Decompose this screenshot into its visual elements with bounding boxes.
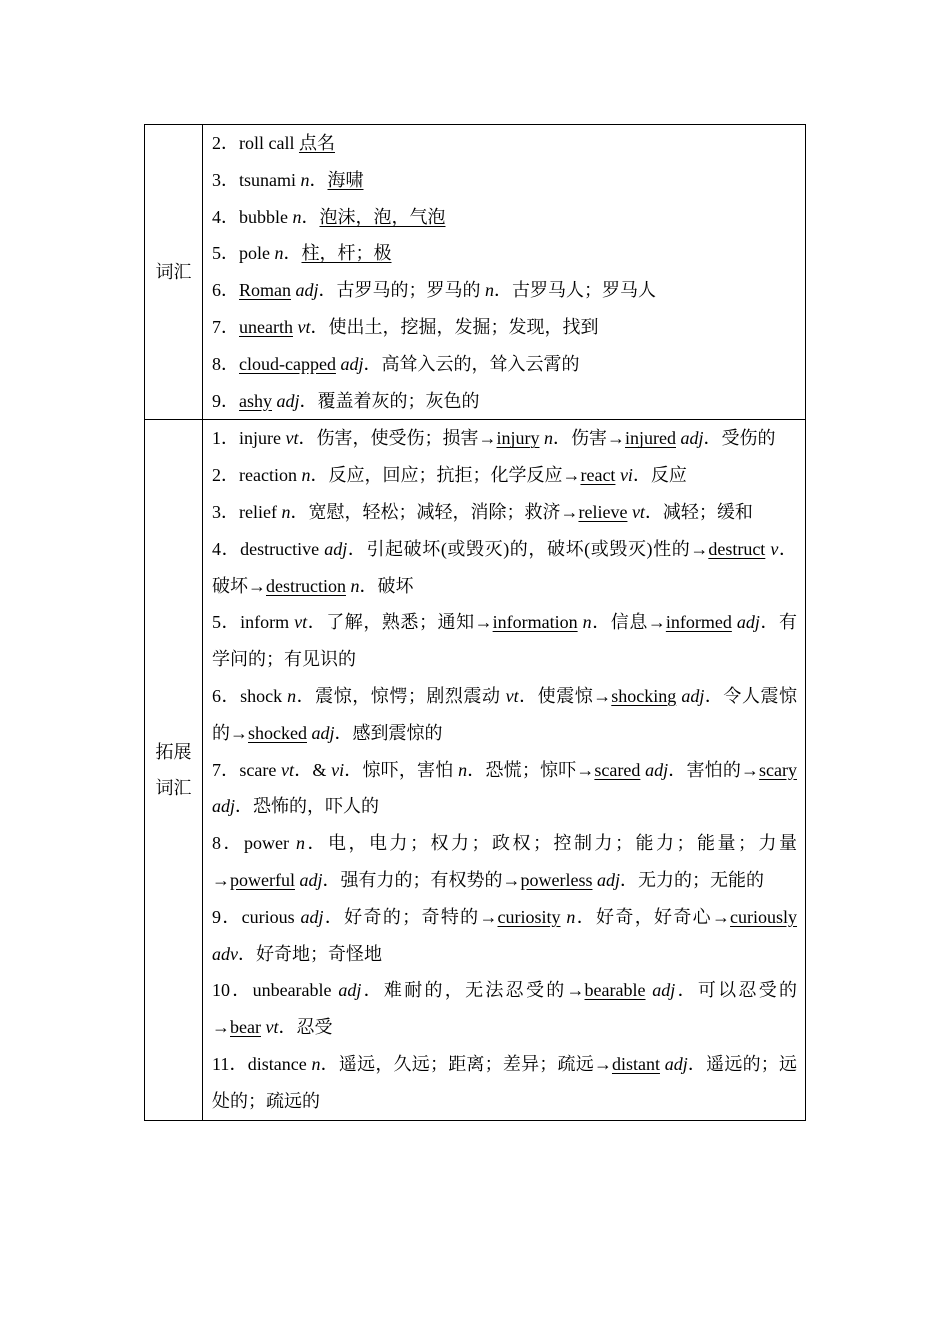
part-of-speech: n <box>295 833 305 854</box>
entry-text: ．电，电力；权力；政权；控制力；能力；能量；力量→ <box>212 833 797 890</box>
underlined-term: scary <box>759 759 797 780</box>
underlined-term: information <box>492 612 578 633</box>
entry-text: 6．shock <box>212 685 288 706</box>
underlined-term: cloud-capped <box>239 353 336 374</box>
part-of-speech: n <box>300 169 310 190</box>
section-label <box>145 125 203 420</box>
entry-text: ． <box>301 206 320 227</box>
section-label-text: 拓展词汇 <box>155 741 192 798</box>
entry-text: ．无力的；无能的 <box>620 869 764 890</box>
underlined-term: curiosity <box>497 906 561 927</box>
vocab-entry <box>212 162 797 199</box>
vocab-entry <box>212 678 797 752</box>
vocab-entry <box>212 235 797 272</box>
entry-text: 4．bubble <box>212 206 293 227</box>
vocab-entry <box>212 752 797 826</box>
entry-text: ．古罗马人；罗马人 <box>494 280 657 301</box>
part-of-speech: adj <box>652 980 676 1001</box>
underlined-term: 泡沫，泡，气泡 <box>319 206 446 227</box>
entry-text: ．高耸入云的，耸入云霄的 <box>363 353 580 374</box>
part-of-speech: vt <box>294 612 308 633</box>
entry-text: 9．curious <box>212 906 301 927</box>
entry-text: 7． <box>212 316 239 337</box>
entry-text: ．好奇，好奇心→ <box>575 906 731 927</box>
entry-text: 4．destructive <box>212 538 325 559</box>
entry-text: ．引起破坏(或毁灭)的，破坏(或毁灭)性的→ <box>347 538 709 559</box>
entry-text: ．有学问的；有见识的 <box>212 612 798 670</box>
entry-text: ．反应，回应；抗拒；化学反应→ <box>310 465 581 486</box>
underlined-term: shocking <box>611 685 677 706</box>
entry-text: ．伤害，使受伤；损害→ <box>298 428 497 449</box>
part-of-speech: n <box>281 501 291 522</box>
part-of-speech: n <box>582 612 592 633</box>
part-of-speech: adj <box>311 722 335 743</box>
vocab-entry <box>212 972 797 1046</box>
vocab-entry <box>212 420 797 457</box>
part-of-speech: adj <box>664 1053 688 1074</box>
part-of-speech: adj <box>680 428 704 449</box>
underlined-term: ashy <box>239 390 272 411</box>
entry-text: ．减轻；缓和 <box>644 501 753 522</box>
entry-text: ．遥远的；远处的；疏远的 <box>212 1053 798 1111</box>
part-of-speech: n <box>292 206 302 227</box>
underlined-term: powerful <box>230 869 295 890</box>
underlined-term: shocked <box>248 722 307 743</box>
part-of-speech: n <box>544 428 553 449</box>
underlined-term: bear <box>230 1017 261 1038</box>
underlined-term: Roman <box>239 280 291 301</box>
entry-text: ． <box>283 243 302 264</box>
entry-text: ．破坏→ <box>212 538 797 596</box>
entry-text: ．忍受 <box>278 1017 333 1038</box>
underlined-term: relieve <box>578 501 628 522</box>
vocab-entry <box>212 346 797 383</box>
entry-text: ．使出土，挖掘，发掘；发现，找到 <box>310 316 599 337</box>
part-of-speech: vt <box>265 1017 279 1038</box>
part-of-speech: vt <box>281 759 295 780</box>
part-of-speech: n <box>311 1053 321 1074</box>
entry-text: ．惊吓，害怕 <box>344 759 459 780</box>
entry-text: ．破坏 <box>359 575 414 596</box>
vocab-entry <box>212 125 797 162</box>
part-of-speech: adj <box>340 353 364 374</box>
entry-text: 2．roll call <box>212 133 299 153</box>
vocab-entry <box>212 494 797 531</box>
underlined-term: bearable <box>584 980 646 1001</box>
underlined-term: distant <box>611 1053 660 1074</box>
vocab-entry <box>212 272 797 309</box>
entry-text: ．使震惊→ <box>518 685 612 706</box>
part-of-speech: vi <box>619 465 633 486</box>
part-of-speech: adj <box>212 796 236 817</box>
entry-text: ．伤害→ <box>553 428 625 449</box>
entry-text: ．令人震惊的→ <box>212 685 798 743</box>
part-of-speech: adj <box>736 612 760 633</box>
entry-text: 1．injure <box>212 428 286 449</box>
underlined-term: destruct <box>708 538 766 559</box>
entry-list <box>203 420 806 1120</box>
entry-text: ．古罗马的；罗马的 <box>318 280 486 301</box>
entry-text: 8．power <box>212 833 296 854</box>
entry-text: 5．pole <box>212 243 275 264</box>
vocab-entry <box>212 309 797 346</box>
underlined-term: injury <box>496 428 540 449</box>
entry-text: ．反应 <box>632 465 687 486</box>
part-of-speech: n <box>566 906 576 927</box>
part-of-speech: vt <box>505 685 519 706</box>
entry-text: ．感到震惊的 <box>334 722 443 743</box>
entry-text: 8． <box>212 353 239 374</box>
part-of-speech: n <box>301 465 311 486</box>
entry-text: ．好奇的；奇特的→ <box>323 906 498 927</box>
entry-text: ．难耐的，无法忍受的→ <box>361 980 585 1001</box>
entry-text: 9． <box>212 390 239 411</box>
entry-text: ．害怕的→ <box>668 759 760 780</box>
underlined-term: 海啸 <box>327 169 364 190</box>
entry-text: ．好奇地；奇怪地 <box>238 943 382 964</box>
part-of-speech: adj <box>324 538 348 559</box>
entry-text: ．覆盖着灰的；灰色的 <box>299 390 480 411</box>
vocab-entry <box>212 1046 797 1120</box>
part-of-speech: adv <box>212 943 238 964</box>
vocab-entry <box>212 604 797 678</box>
vocab-entry <box>212 199 797 236</box>
part-of-speech: n <box>287 685 297 706</box>
entry-text: ． <box>309 169 328 190</box>
entry-list <box>203 125 806 420</box>
vocab-entry <box>212 383 797 420</box>
underlined-term: unearth <box>239 316 293 337</box>
entry-text: 7．scare <box>212 759 282 780</box>
entry-text: ．恐怖的，吓人的 <box>235 796 380 817</box>
entry-text: ．遥远，久远；距离；差异；疏远→ <box>320 1053 612 1074</box>
underlined-term: powerless <box>520 869 593 890</box>
vocab-entry <box>212 825 797 899</box>
entry-text: 3．tsunami <box>212 169 301 190</box>
entry-text: ．可以忍受的→ <box>212 980 798 1038</box>
entry-text: 6． <box>212 280 239 301</box>
entry-text: ．宽慰，轻松；减轻，消除；救济→ <box>290 501 579 522</box>
section-row-extended-vocabulary <box>145 420 806 1120</box>
entry-text: ．信息→ <box>591 612 666 633</box>
entry-text: 2．reaction <box>212 465 302 486</box>
vocab-entry <box>212 899 797 973</box>
part-of-speech: adj <box>300 906 324 927</box>
entry-text: ．强有力的；有权势的→ <box>322 869 521 890</box>
part-of-speech: n <box>458 759 468 780</box>
section-label <box>145 420 203 1120</box>
part-of-speech: adj <box>596 869 620 890</box>
entry-text: ．了解，熟悉；通知→ <box>307 612 493 633</box>
part-of-speech: vi <box>331 759 345 780</box>
underlined-term: 柱，杆；极 <box>301 243 392 264</box>
underlined-term: injured <box>625 428 676 449</box>
part-of-speech: vt <box>285 428 299 449</box>
part-of-speech: adj <box>681 685 705 706</box>
vocab-entry <box>212 531 797 605</box>
vocabulary-table <box>144 124 806 1121</box>
entry-text: 5．inform <box>212 612 295 633</box>
section-row-vocabulary <box>145 125 806 420</box>
vocab-entry <box>212 457 797 494</box>
underlined-term: 点名 <box>298 133 335 153</box>
section-label-text: 词汇 <box>155 262 192 283</box>
entry-text: 10．unbearable <box>212 980 339 1001</box>
entry-text: ．& <box>294 759 332 780</box>
part-of-speech: adj <box>299 869 323 890</box>
part-of-speech: adj <box>276 390 300 411</box>
part-of-speech: n <box>274 243 284 264</box>
underlined-term: destruction <box>266 575 346 596</box>
entry-text: ．恐慌；惊吓→ <box>467 759 595 780</box>
part-of-speech: v <box>770 538 779 559</box>
part-of-speech: adj <box>295 280 319 301</box>
entry-text: ．震惊，惊愕；剧烈震动 <box>296 685 506 706</box>
part-of-speech: vt <box>631 501 645 522</box>
part-of-speech: adj <box>645 759 669 780</box>
part-of-speech: n <box>350 575 360 596</box>
entry-text: 11．distance <box>212 1053 312 1074</box>
entry-text: 3．relief <box>212 501 282 522</box>
part-of-speech: vt <box>297 316 311 337</box>
underlined-term: scared <box>594 759 641 780</box>
part-of-speech: n <box>485 280 495 301</box>
underlined-term: informed <box>665 612 732 633</box>
part-of-speech: adj <box>338 980 362 1001</box>
underlined-term: react <box>580 465 616 486</box>
underlined-term: curiously <box>730 906 798 927</box>
entry-text: ．受伤的 <box>703 428 776 449</box>
